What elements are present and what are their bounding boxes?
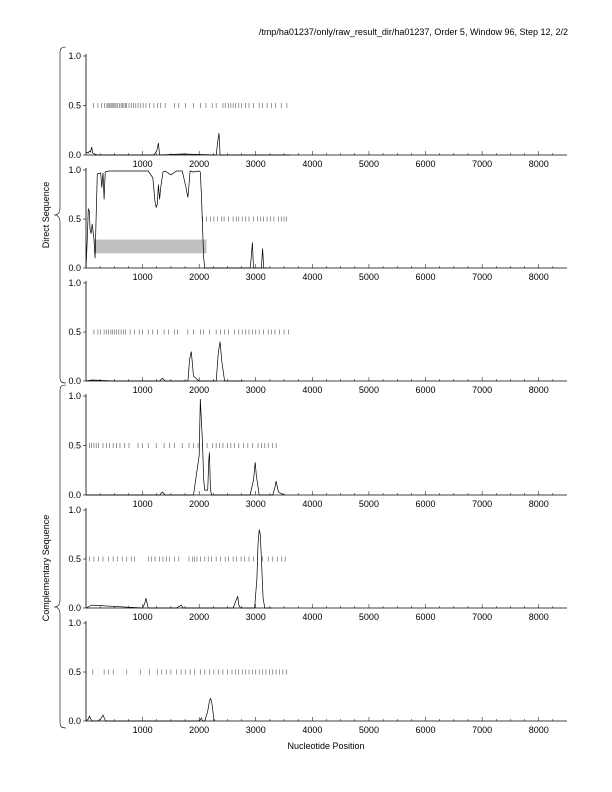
x-tick-label: 2000 bbox=[189, 272, 210, 282]
x-tick-label: 3000 bbox=[245, 159, 266, 169]
x-tick-label: 8000 bbox=[528, 612, 549, 622]
x-tick-label: 1000 bbox=[132, 272, 153, 282]
x-tick-label: 4000 bbox=[302, 725, 323, 735]
x-tick-label: 6000 bbox=[415, 385, 436, 395]
y-tick-label: 1.0 bbox=[68, 505, 81, 515]
signal-series-line bbox=[86, 399, 284, 495]
x-tick-label: 2000 bbox=[189, 159, 210, 169]
x-tick-label: 3000 bbox=[245, 612, 266, 622]
x-tick-label: 6000 bbox=[415, 612, 436, 622]
x-tick-label: 3000 bbox=[245, 725, 266, 735]
x-tick-label: 2000 bbox=[189, 612, 210, 622]
signal-series-line bbox=[86, 171, 267, 268]
x-tick-label: 6000 bbox=[415, 272, 436, 282]
x-tick-label: 3000 bbox=[245, 272, 266, 282]
x-tick-label: 3000 bbox=[245, 499, 266, 509]
y-tick-label: 0.0 bbox=[68, 376, 81, 386]
x-tick-label: 2000 bbox=[189, 499, 210, 509]
x-tick-label: 4000 bbox=[302, 272, 323, 282]
direct-sequence-label: Direct Sequence bbox=[41, 181, 51, 249]
x-tick-label: 7000 bbox=[472, 385, 493, 395]
x-tick-label: 6000 bbox=[415, 725, 436, 735]
y-tick-label: 0.5 bbox=[68, 214, 81, 224]
y-tick-label: 0.5 bbox=[68, 327, 81, 337]
x-tick-label: 2000 bbox=[189, 725, 210, 735]
y-tick-label: 0.0 bbox=[68, 490, 81, 500]
chart-panel-2 bbox=[68, 165, 567, 282]
x-tick-label: 1000 bbox=[132, 612, 153, 622]
signal-series-line bbox=[86, 530, 273, 608]
y-tick-label: 0.0 bbox=[68, 150, 81, 160]
x-tick-label: 7000 bbox=[472, 159, 493, 169]
x-tick-label: 3000 bbox=[245, 385, 266, 395]
x-tick-label: 7000 bbox=[472, 612, 493, 622]
y-tick-label: 0.0 bbox=[68, 603, 81, 613]
x-tick-label: 5000 bbox=[358, 725, 379, 735]
chart-panel-4 bbox=[68, 391, 567, 509]
x-tick-label: 1000 bbox=[132, 385, 153, 395]
x-tick-label: 8000 bbox=[528, 159, 549, 169]
x-tick-label: 2000 bbox=[189, 385, 210, 395]
x-tick-label: 1000 bbox=[132, 725, 153, 735]
highlight-range-bar bbox=[94, 240, 207, 254]
x-tick-label: 4000 bbox=[302, 612, 323, 622]
signal-series-line bbox=[86, 342, 244, 381]
x-tick-label: 1000 bbox=[132, 499, 153, 509]
x-tick-label: 5000 bbox=[358, 159, 379, 169]
signal-series-line bbox=[86, 133, 290, 155]
chart-panel-3 bbox=[68, 278, 567, 395]
x-tick-label: 4000 bbox=[302, 385, 323, 395]
y-tick-label: 0.5 bbox=[68, 667, 81, 677]
y-tick-label: 1.0 bbox=[68, 391, 81, 401]
y-tick-label: 0.5 bbox=[68, 554, 81, 564]
x-tick-label: 7000 bbox=[472, 725, 493, 735]
x-tick-label: 8000 bbox=[528, 725, 549, 735]
chart-panel-5 bbox=[68, 505, 567, 622]
x-axis-title: Nucleotide Position bbox=[287, 741, 365, 751]
x-tick-label: 6000 bbox=[415, 499, 436, 509]
x-tick-label: 7000 bbox=[472, 499, 493, 509]
y-tick-label: 0.5 bbox=[68, 100, 81, 111]
x-tick-label: 1000 bbox=[132, 159, 153, 169]
x-tick-label: 6000 bbox=[415, 159, 436, 169]
complementary-sequence-brace bbox=[54, 385, 66, 728]
x-tick-label: 4000 bbox=[302, 159, 323, 169]
y-tick-label: 1.0 bbox=[68, 165, 81, 175]
x-tick-label: 5000 bbox=[358, 612, 379, 622]
complementary-sequence-label: Complementary Sequence bbox=[41, 514, 51, 622]
direct-sequence-brace bbox=[54, 47, 66, 383]
y-tick-label: 0.0 bbox=[68, 263, 81, 273]
x-tick-label: 8000 bbox=[528, 499, 549, 509]
x-tick-label: 4000 bbox=[302, 499, 323, 509]
y-tick-label: 1.0 bbox=[68, 618, 81, 628]
y-tick-label: 0.5 bbox=[68, 440, 81, 451]
chart-panel-6 bbox=[68, 618, 567, 735]
result-path-header: /tmp/ha01237/only/raw_result_dir/ha01237, Order 5, Window 96, Step 12, 2/2 bbox=[258, 27, 568, 37]
chart-panel-1 bbox=[68, 51, 567, 169]
y-tick-label: 0.0 bbox=[68, 716, 81, 726]
x-tick-label: 7000 bbox=[472, 272, 493, 282]
x-tick-label: 5000 bbox=[358, 499, 379, 509]
group-braces bbox=[41, 47, 66, 728]
y-tick-label: 1.0 bbox=[68, 51, 81, 61]
signal-series-line bbox=[86, 699, 215, 722]
x-tick-label: 8000 bbox=[528, 272, 549, 282]
x-tick-label: 8000 bbox=[528, 385, 549, 395]
x-tick-label: 5000 bbox=[358, 272, 379, 282]
y-tick-label: 1.0 bbox=[68, 278, 81, 288]
x-tick-label: 5000 bbox=[358, 385, 379, 395]
